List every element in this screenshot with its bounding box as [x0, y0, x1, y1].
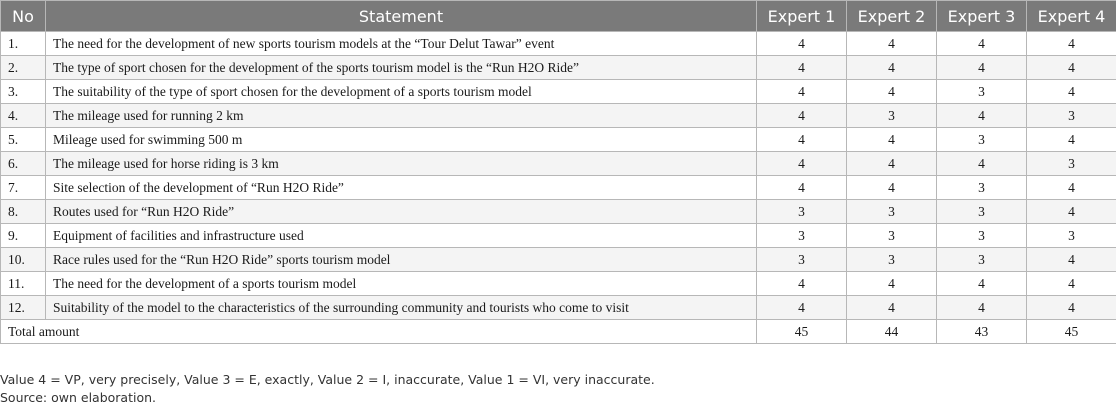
expert-1-score: 3 — [757, 248, 847, 272]
header-expert-3: Expert 3 — [937, 1, 1027, 32]
row-number: 10. — [1, 248, 46, 272]
expert-1-score: 4 — [757, 296, 847, 320]
header-no: No — [1, 1, 46, 32]
header-expert-1: Expert 1 — [757, 1, 847, 32]
expert-4-score: 4 — [1027, 128, 1116, 152]
row-statement: Suitability of the model to the characteristics of the surrounding community and tourists who come to visit — [46, 296, 757, 320]
table-row — [1, 272, 1116, 296]
expert-2-score: 4 — [847, 56, 937, 80]
expert-3-score: 4 — [937, 56, 1027, 80]
expert-3-score: 3 — [937, 200, 1027, 224]
table-row — [1, 32, 1116, 56]
table-row — [1, 104, 1116, 128]
row-statement: The mileage used for running 2 km — [46, 104, 757, 128]
total-row — [1, 320, 1116, 344]
expert-2-score: 3 — [847, 248, 937, 272]
table-row — [1, 176, 1116, 200]
row-statement: The need for the development of new sports tourism models at the “Tour Delut Tawar” event — [46, 32, 757, 56]
row-number: 9. — [1, 224, 46, 248]
expert-1-score: 4 — [757, 176, 847, 200]
expert-3-score: 4 — [937, 272, 1027, 296]
row-statement: Routes used for “Run H2O Ride” — [46, 200, 757, 224]
expert-4-score: 4 — [1027, 248, 1116, 272]
header-expert-2: Expert 2 — [847, 1, 937, 32]
table-row — [1, 248, 1116, 272]
expert-1-score: 4 — [757, 128, 847, 152]
row-statement: The type of sport chosen for the development of the sports tourism model is the “Run H2O Ride” — [46, 56, 757, 80]
expert-3-score: 3 — [937, 248, 1027, 272]
row-statement: Site selection of the development of “Run H2O Ride” — [46, 176, 757, 200]
expert-2-score: 3 — [847, 224, 937, 248]
total-label: Total amount — [1, 320, 757, 344]
expert-3-score: 3 — [937, 176, 1027, 200]
expert-4-score: 3 — [1027, 224, 1116, 248]
expert-2-score: 3 — [847, 104, 937, 128]
total-expert-1: 45 — [757, 320, 847, 344]
row-number: 7. — [1, 176, 46, 200]
expert-1-score: 3 — [757, 224, 847, 248]
expert-2-score: 4 — [847, 128, 937, 152]
row-statement: The suitability of the type of sport chosen for the development of a sports tourism model — [46, 80, 757, 104]
expert-1-score: 4 — [757, 80, 847, 104]
expert-3-score: 4 — [937, 104, 1027, 128]
row-statement: Equipment of facilities and infrastructure used — [46, 224, 757, 248]
expert-1-score: 4 — [757, 152, 847, 176]
table-row — [1, 152, 1116, 176]
row-number: 5. — [1, 128, 46, 152]
header-statement: Statement — [46, 1, 757, 32]
table-row — [1, 56, 1116, 80]
expert-2-score: 4 — [847, 272, 937, 296]
expert-4-score: 4 — [1027, 176, 1116, 200]
expert-2-score: 4 — [847, 32, 937, 56]
row-number: 8. — [1, 200, 46, 224]
row-number: 1. — [1, 32, 46, 56]
expert-2-score: 4 — [847, 80, 937, 104]
expert-1-score: 3 — [757, 200, 847, 224]
value-legend-note: Value 4 = VP, very precisely, Value 3 = E, exactly, Value 2 = I, inaccurate, Value 1 = VI, very inaccurate. — [0, 372, 655, 387]
expert-1-score: 4 — [757, 56, 847, 80]
expert-3-score: 4 — [937, 152, 1027, 176]
row-statement: Mileage used for swimming 500 m — [46, 128, 757, 152]
expert-1-score: 4 — [757, 32, 847, 56]
table-row — [1, 128, 1116, 152]
total-expert-3: 43 — [937, 320, 1027, 344]
row-number: 3. — [1, 80, 46, 104]
expert-1-score: 4 — [757, 104, 847, 128]
table-row — [1, 200, 1116, 224]
expert-4-score: 4 — [1027, 296, 1116, 320]
expert-4-score: 4 — [1027, 56, 1116, 80]
expert-4-score: 3 — [1027, 104, 1116, 128]
row-number: 4. — [1, 104, 46, 128]
row-number: 12. — [1, 296, 46, 320]
table-notes — [0, 371, 655, 407]
row-statement: The need for the development of a sports tourism model — [46, 272, 757, 296]
source-note: Source: own elaboration. — [0, 390, 157, 405]
row-number: 6. — [1, 152, 46, 176]
expert-3-score: 4 — [937, 32, 1027, 56]
total-expert-4: 45 — [1027, 320, 1116, 344]
expert-4-score: 4 — [1027, 32, 1116, 56]
expert-2-score: 4 — [847, 176, 937, 200]
expert-2-score: 3 — [847, 200, 937, 224]
expert-3-score: 3 — [937, 224, 1027, 248]
row-statement: The mileage used for horse riding is 3 km — [46, 152, 757, 176]
table-header-row — [1, 1, 1116, 32]
row-number: 2. — [1, 56, 46, 80]
row-number: 11. — [1, 272, 46, 296]
expert-4-score: 4 — [1027, 80, 1116, 104]
row-statement: Race rules used for the “Run H2O Ride” sports tourism model — [46, 248, 757, 272]
expert-3-score: 3 — [937, 80, 1027, 104]
expert-4-score: 4 — [1027, 272, 1116, 296]
table-row — [1, 80, 1116, 104]
header-expert-4: Expert 4 — [1027, 1, 1116, 32]
expert-2-score: 4 — [847, 152, 937, 176]
expert-3-score: 3 — [937, 128, 1027, 152]
table-row — [1, 296, 1116, 320]
total-expert-2: 44 — [847, 320, 937, 344]
table-row — [1, 224, 1116, 248]
expert-4-score: 4 — [1027, 200, 1116, 224]
expert-1-score: 4 — [757, 272, 847, 296]
expert-3-score: 4 — [937, 296, 1027, 320]
expert-2-score: 4 — [847, 296, 937, 320]
expert-4-score: 3 — [1027, 152, 1116, 176]
